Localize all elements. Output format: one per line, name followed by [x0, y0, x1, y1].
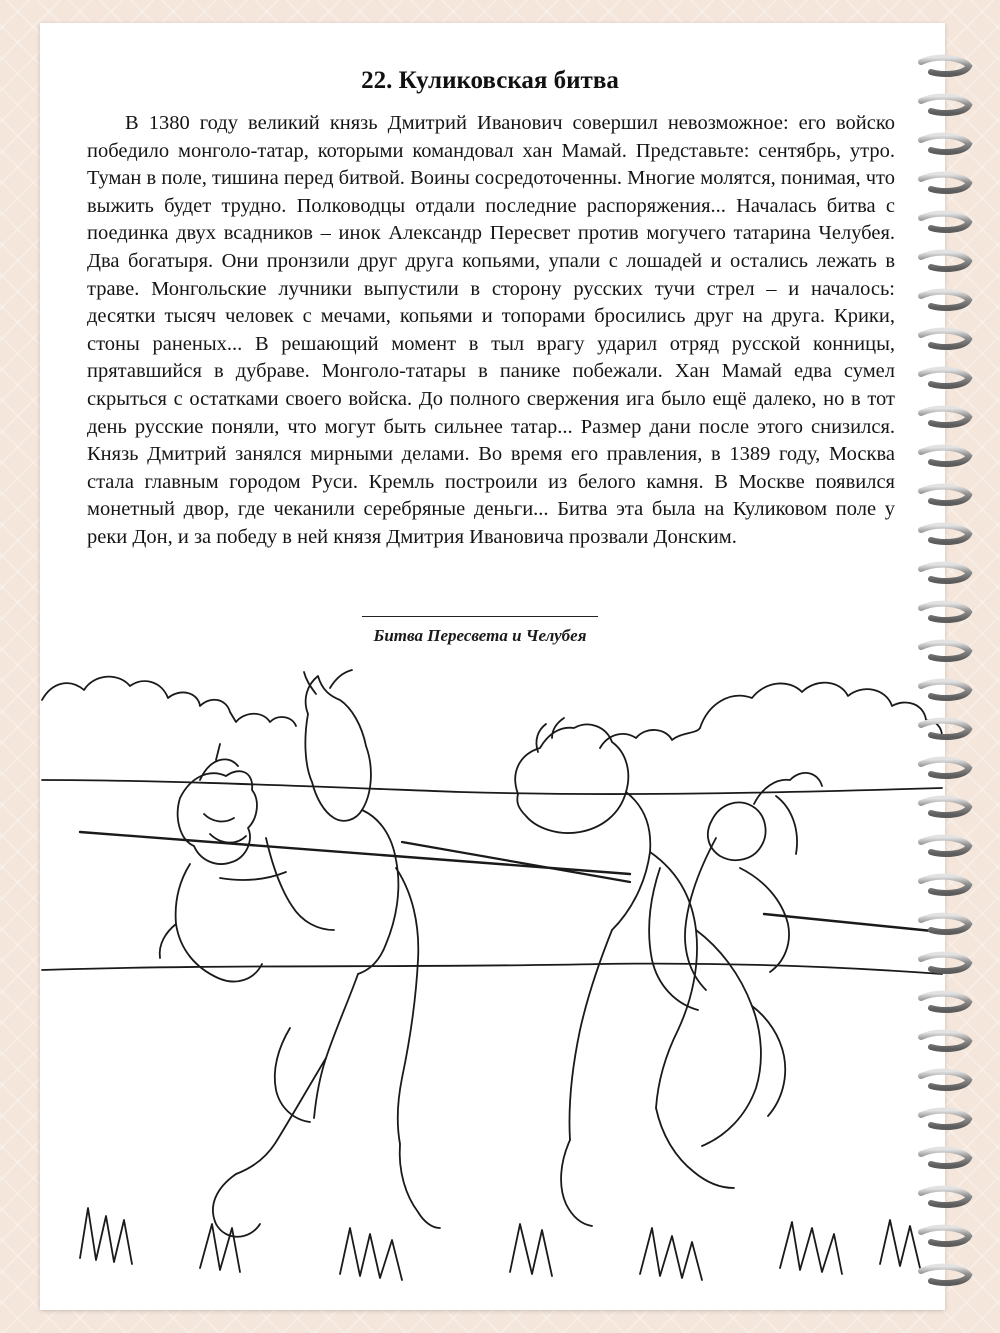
- story-text: В 1380 году великий князь Дмитрий Иванович совершил невозможное: его войско победило монголо-татар, которыми командовал хан Мамай. Представьте: сентябрь, утро. Туман в поле, тишина перед битвой. Воины сосредоточенны. Многие молятся, понимая, что выжить будет трудно. Полководцы отдали последние распоряжения... Началась битва с поединка двух всадников – инок Александр Пересвет против могучего татарина Челубея. Два богатыря. Они пронзили друг друга копьями, упали с лошадей и остались лежать в траве. Монгольские лучники выпустили в сторону русских тучи стрел – и началось: десятки тысяч человек с мечами, копьями и топорами бросились друг на друга. Крики, стоны раненых... В решающий момент в тыл врагу ударил отряд русской конницы, прятавшийся в дубраве. Монголо-татары в панике побежали. Хан Мамай едва сумел скрыться с остатками своего войска. До полного свержения ига было ещё далеко, но в тот день русские поняли, что могут быть сильнее татар... Размер дани после этого снизился. Князь Дмитрий занялся мирными делами. Во время его правления, в 1389 году, Москва стала главным городом Руси. Кремль построили из белого камня. В Москве появился монетный двор, где чеканили серебряные деньги... Битва эта была на Куликовом поле у реки Дон, и за победу в ней князя Дмитрия Ивановича прозвали Донским.: [87, 112, 895, 548]
- spiral-binding: [915, 52, 973, 1302]
- caption-divider: [362, 616, 598, 617]
- page-title: 22. Куликовская битва: [361, 67, 619, 94]
- illustration-caption: Битва Пересвета и Челубея: [373, 626, 587, 645]
- duel-on-horseback-illustration: [40, 668, 945, 1308]
